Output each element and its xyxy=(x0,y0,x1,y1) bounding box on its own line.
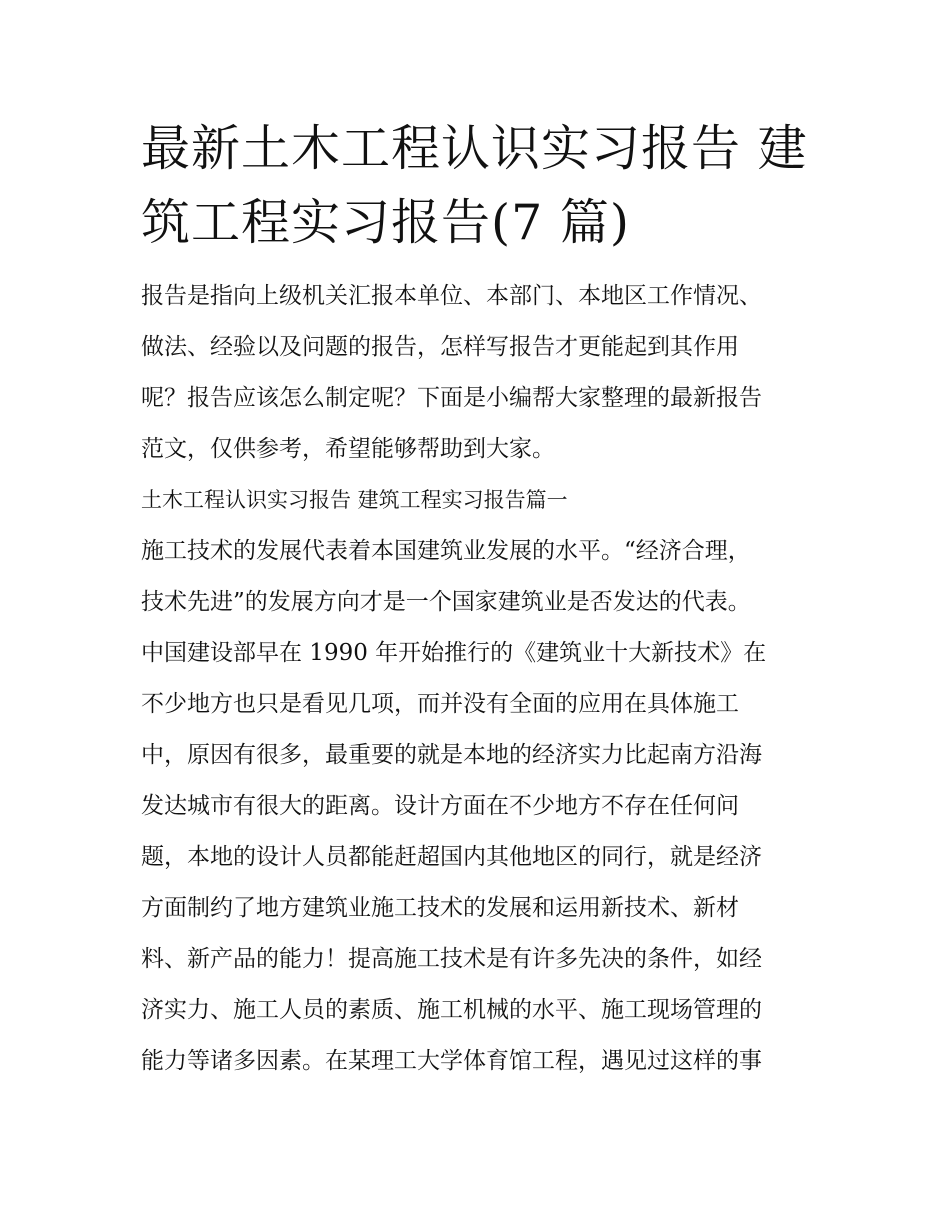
document-page xyxy=(141,112,813,1087)
section-heading: 土木工程认识实习报告 建筑工程实习报告篇一 xyxy=(141,488,568,512)
body-line: 中，原因有很多，最重要的就是本地的经济实力比起南方沿海 xyxy=(141,742,762,768)
body-line: 济实力、施工人员的素质、施工机械的水平、施工现场管理的 xyxy=(141,997,762,1023)
body-line: 施工技术的发展代表着本国建筑业发展的水平。“经济合理， xyxy=(141,538,751,564)
body-line: 中国建设部早在 1990 年开始推行的《建筑业十大新技术》在 xyxy=(141,640,767,666)
intro-line: 做法、经验以及问题的报告，怎样写报告才更能起到其作用 xyxy=(141,334,739,360)
body-line: 技术先进”的发展方向才是一个国家建筑业是否发达的代表。 xyxy=(141,589,751,615)
title-line: 最新土木工程认识实习报告 建 xyxy=(141,120,808,177)
body-paragraph xyxy=(141,526,813,1087)
body-line: 方面制约了地方建筑业施工技术的发展和运用新技术、新材 xyxy=(141,895,739,921)
body-line: 料、新产品的能力！提高施工技术是有许多先决的条件，如经 xyxy=(141,946,762,972)
body-line: 不少地方也只是看见几项，而并没有全面的应用在具体施工 xyxy=(141,691,739,717)
intro-line: 范文，仅供参考，希望能够帮助到大家。 xyxy=(141,436,555,462)
title-line: 筑工程实习报告(7 篇) xyxy=(141,194,630,251)
intro-paragraph xyxy=(141,271,813,475)
body-line: 发达城市有很大的距离。设计方面在不少地方不存在任何问 xyxy=(141,793,739,819)
body-line: 能力等诸多因素。在某理工大学体育馆工程，遇见过这样的事 xyxy=(141,1048,762,1074)
intro-line: 呢？报告应该怎么制定呢？下面是小编帮大家整理的最新报告 xyxy=(141,385,762,411)
document-title xyxy=(141,112,813,260)
body-line: 题，本地的设计人员都能赶超国内其他地区的同行，就是经济 xyxy=(141,844,762,870)
intro-line: 报告是指向上级机关汇报本单位、本部门、本地区工作情况、 xyxy=(141,283,762,309)
